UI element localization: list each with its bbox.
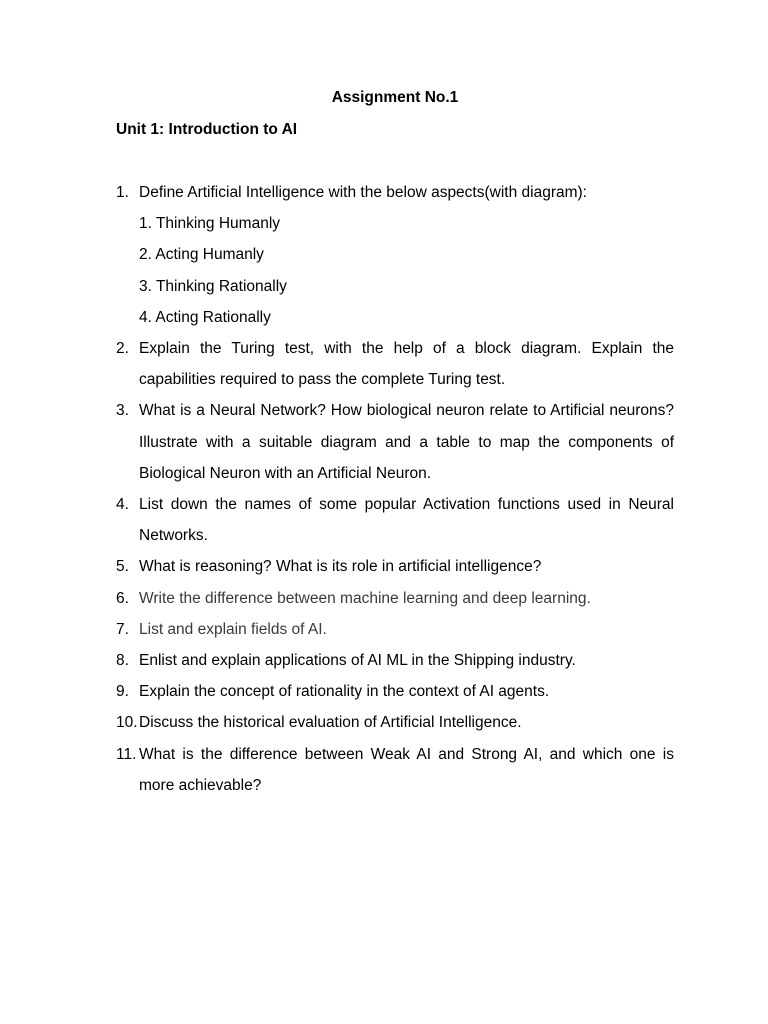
question-number: 8. xyxy=(116,652,129,670)
question-item xyxy=(116,333,674,395)
question-item xyxy=(116,645,674,676)
question-number: 10. xyxy=(116,714,138,732)
question-number: 2. xyxy=(116,340,129,358)
question-number: 3. xyxy=(116,402,129,420)
question-item xyxy=(116,739,674,801)
question-text: List down the names of some popular Activation functions used in Neural Networks. xyxy=(139,496,674,545)
question-number: 4. xyxy=(116,496,129,514)
sub-item: 1. Thinking Humanly xyxy=(139,215,281,233)
question-item xyxy=(116,707,674,738)
question-text: What is a Neural Network? How biological neuron relate to Artificial neurons? Illustrate with a suitable diagram and a table to map the components of Biological Neuron with an Artificial Neuron. xyxy=(139,402,674,482)
sub-item: 4. Acting Rationally xyxy=(139,308,271,326)
question-item xyxy=(116,177,674,333)
question-number: 6. xyxy=(116,589,129,607)
question-item xyxy=(116,489,674,551)
question-text: List and explain fields of AI. xyxy=(139,620,327,638)
sub-item: 3. Thinking Rationally xyxy=(139,277,287,295)
question-text: Explain the concept of rationality in the context of AI agents. xyxy=(139,683,550,701)
document-title: Assignment No.1 xyxy=(331,89,459,106)
question-text: What is the difference between Weak AI and Strong AI, and which one is more achievable? xyxy=(139,745,674,794)
question-item xyxy=(116,583,674,614)
question-text: Define Artificial Intelligence with the below aspects(with diagram): xyxy=(139,184,587,201)
question-number: 9. xyxy=(116,683,129,701)
question-number: 1. xyxy=(116,184,129,201)
question-text: Enlist and explain applications of AI ML in the Shipping industry. xyxy=(139,652,576,670)
question-item xyxy=(116,614,674,645)
question-number: 11. xyxy=(116,745,137,763)
question-number: 7. xyxy=(116,620,129,638)
question-item xyxy=(116,676,674,707)
question-text: What is reasoning? What is its role in artificial intelligence? xyxy=(139,558,542,576)
question-text: Explain the Turing test, with the help of a block diagram. Explain the capabilities required to pass the complete Turing test. xyxy=(139,340,674,389)
sub-item: 2. Acting Humanly xyxy=(139,246,264,264)
unit-heading: Unit 1: Introduction to AI xyxy=(116,121,298,138)
question-item xyxy=(116,551,674,582)
question-text: Write the difference between machine learning and deep learning. xyxy=(139,589,591,607)
question-number: 5. xyxy=(116,558,129,576)
question-list xyxy=(116,177,674,801)
question-item xyxy=(116,395,674,489)
question-text: Discuss the historical evaluation of Artificial Intelligence. xyxy=(139,714,522,732)
